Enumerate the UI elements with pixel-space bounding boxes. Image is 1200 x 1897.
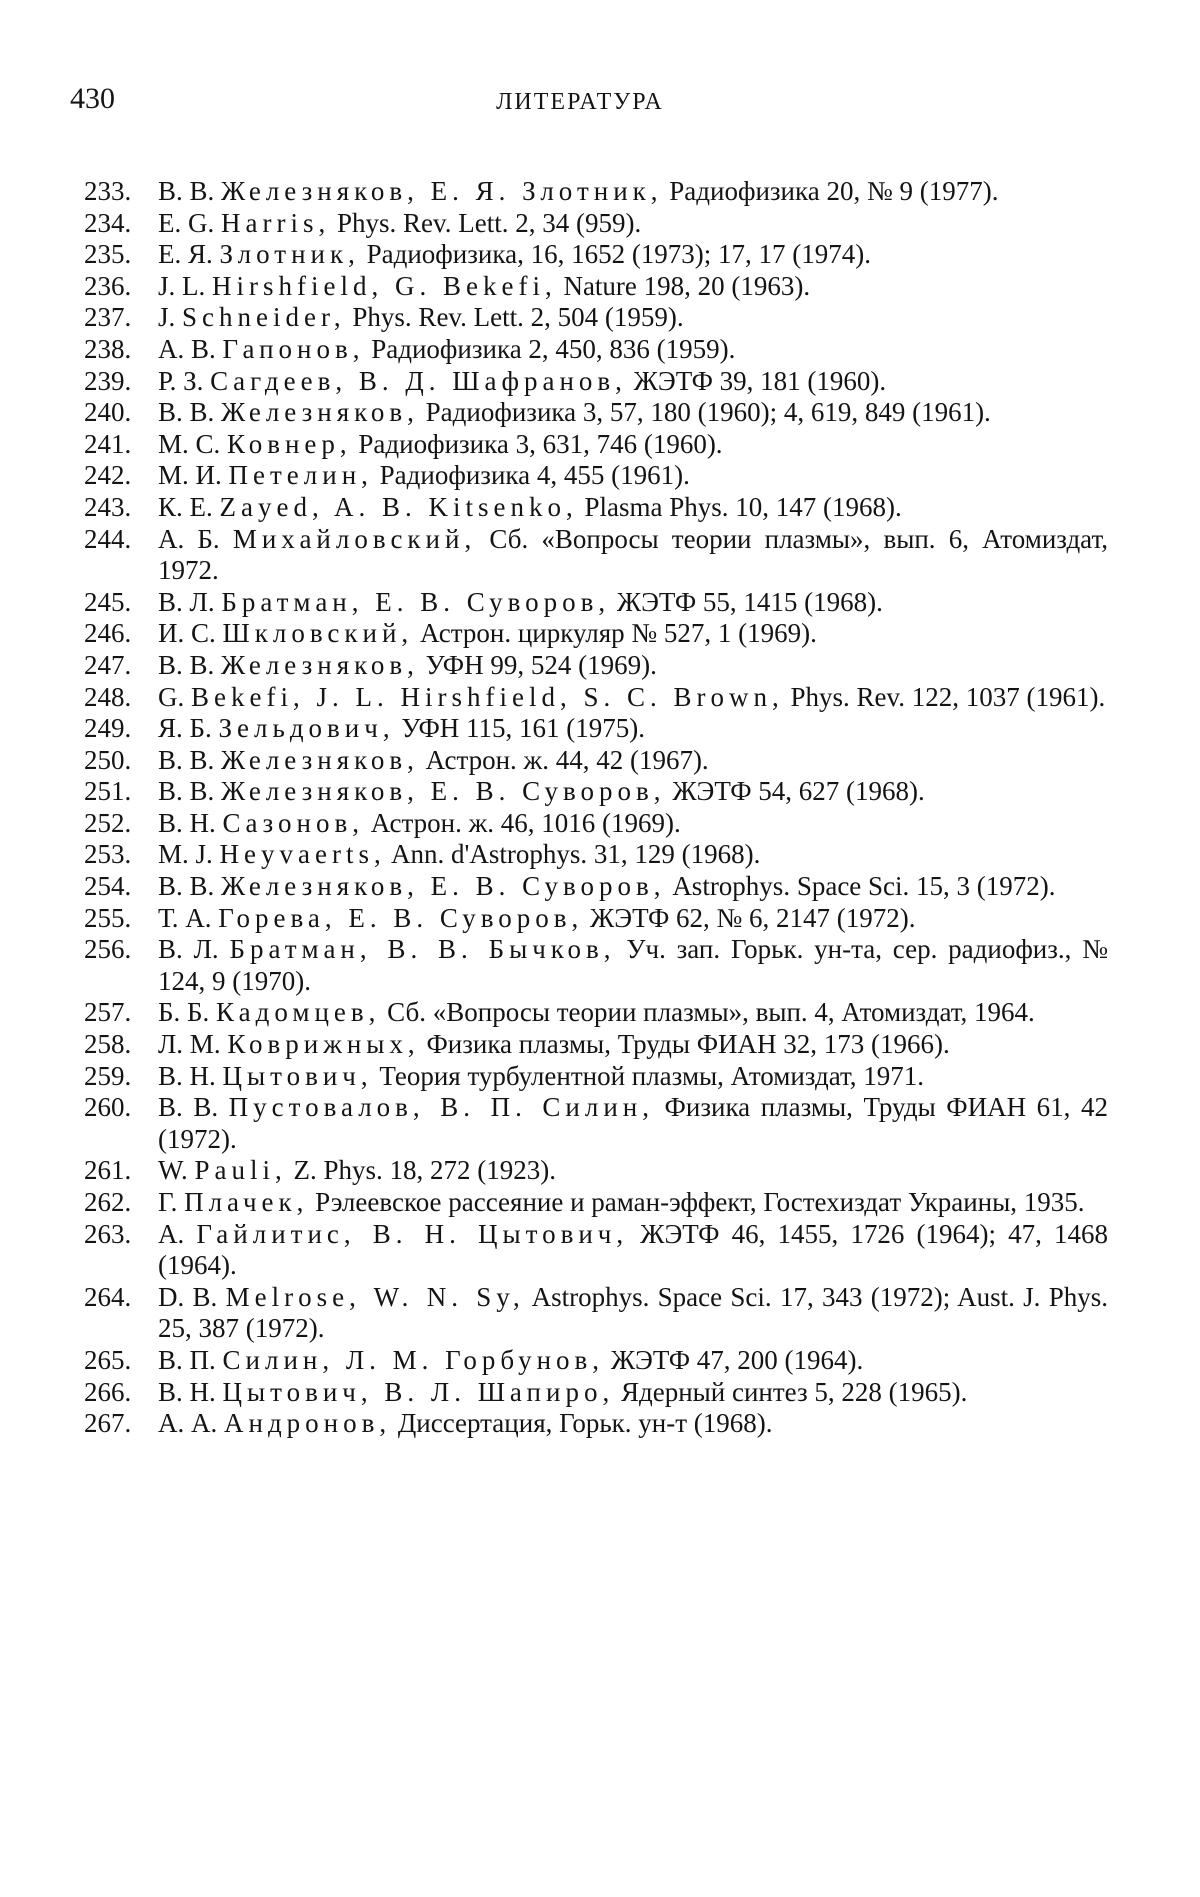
reference-source: Радиофизика 3, 57, 180 (1960); 4, 619, 849 (1961).: [418, 397, 991, 428]
reference-source: Astrophys. Space Sci. 17, 343 (1972); Aust. J. Phys. 25, 387 (1972).: [158, 1281, 1108, 1344]
reference-item: [84, 1377, 1108, 1409]
reference-item: [84, 1282, 1108, 1345]
reference-number: 243.: [84, 491, 132, 522]
reference-initials: В. Н.: [158, 1060, 216, 1091]
reference-number: 245.: [84, 586, 132, 617]
reference-authors: Михайловский,: [232, 523, 477, 554]
reference-authors: Злотник,: [219, 239, 360, 270]
reference-number: 265.: [84, 1344, 132, 1375]
reference-item: [84, 808, 1108, 840]
reference-source: Радиофизика 20, № 9 (1977).: [662, 176, 999, 206]
reference-item: [84, 934, 1108, 997]
reference-source: ЖЭТФ 47, 200 (1964).: [604, 1344, 864, 1375]
reference-authors: Горева, Е. В. Суворов,: [218, 902, 584, 933]
reference-item: [84, 460, 1108, 492]
reference-item: [84, 839, 1108, 871]
reference-item: [84, 302, 1108, 334]
reference-source: УФН 99, 524 (1969).: [418, 649, 657, 680]
reference-item: [84, 208, 1108, 240]
reference-authors: Братман, Е. В. Суворов,: [221, 586, 611, 617]
reference-authors: Коврижных,: [227, 1029, 420, 1060]
reference-number: 258.: [84, 1029, 132, 1060]
reference-item: [84, 239, 1108, 271]
reference-number: 240.: [84, 397, 132, 428]
reference-source: Уч. зап. Горьк. ун-та, сер. радиофиз., № 124, 9 (1970).: [158, 934, 1108, 996]
reference-initials: А. Б.: [158, 523, 220, 554]
reference-number: 254.: [84, 871, 132, 902]
reference-number: 251.: [84, 776, 132, 807]
reference-authors: Сазонов,: [222, 807, 364, 838]
reference-source: Радиофизика 4, 455 (1961).: [372, 460, 690, 491]
reference-authors: Плачек,: [184, 1187, 309, 1217]
reference-number: 253.: [84, 839, 132, 870]
reference-item: [84, 682, 1108, 714]
reference-item: [84, 618, 1108, 650]
reference-initials: В. Л.: [158, 586, 215, 617]
reference-number: 260.: [84, 1092, 132, 1123]
reference-list: [84, 176, 1108, 1440]
reference-number: 262.: [84, 1187, 132, 1217]
reference-item: [84, 776, 1108, 808]
reference-authors: Melrose, W. N. Sy,: [225, 1281, 525, 1312]
reference-authors: Гапонов,: [222, 333, 365, 364]
reference-source: ЖЭТФ 39, 181 (1960).: [626, 365, 887, 396]
reference-source: Теория турбулентной плазмы, Атомиздат, 1971.: [372, 1060, 925, 1091]
reference-authors: Heyvaerts,: [219, 839, 386, 870]
reference-initials: В. В.: [158, 397, 215, 428]
reference-source: ЖЭТФ 62, № 6, 2147 (1972).: [583, 902, 916, 933]
reference-number: 261.: [84, 1155, 132, 1186]
reference-initials: В. Л.: [158, 934, 219, 965]
reference-number: 235.: [84, 239, 132, 270]
reference-authors: Железняков,: [221, 649, 419, 680]
reference-item: [84, 713, 1108, 745]
reference-source: Сб. «Вопросы теории плазмы», вып. 4, Атомиздат, 1964.: [380, 997, 1035, 1028]
reference-initials: G.: [158, 681, 185, 712]
reference-initials: Г.: [158, 1187, 178, 1217]
reference-authors: Железняков, Е. В. Суворов,: [221, 776, 666, 807]
reference-initials: В. Н.: [158, 1376, 216, 1407]
reference-initials: И. С.: [158, 618, 216, 649]
reference-number: 250.: [84, 744, 132, 775]
reference-source: Plasma Phys. 10, 147 (1968).: [577, 491, 902, 522]
reference-source: Физика плазмы, Труды ФИАН 32, 173 (1966).: [419, 1029, 950, 1060]
reference-authors: Цытович, В. Л. Шапиро,: [222, 1376, 615, 1407]
reference-initials: А.: [158, 1218, 185, 1249]
reference-number: 259.: [84, 1060, 132, 1091]
reference-source: Физика плазмы, Труды ФИАН 61, 42 (1972).: [158, 1092, 1109, 1154]
reference-number: 244.: [84, 523, 132, 554]
reference-number: 252.: [84, 807, 132, 838]
reference-authors: Железняков,: [221, 397, 419, 428]
reference-number: 255.: [84, 902, 132, 933]
reference-authors: Братман, В. В. Бычков,: [229, 934, 616, 965]
reference-item: [84, 366, 1108, 398]
reference-item: [84, 1345, 1108, 1377]
reference-initials: В. Н.: [158, 807, 216, 838]
reference-authors: Pauli,: [194, 1155, 287, 1186]
reference-item: [84, 271, 1108, 303]
reference-source: Диссертация, Горьк. ун-т (1968).: [391, 1408, 773, 1439]
reference-source: Радиофизика 2, 450, 836 (1959).: [364, 333, 736, 364]
reference-number: 263.: [84, 1218, 132, 1249]
reference-initials: А. В.: [158, 333, 216, 364]
reference-initials: А. А.: [158, 1408, 218, 1439]
reference-source: Phys. Rev. 122, 1037 (1961).: [783, 681, 1106, 712]
reference-item: [84, 397, 1108, 429]
reference-initials: В. В.: [158, 776, 215, 807]
reference-initials: В. П.: [158, 1344, 216, 1375]
reference-number: 246.: [84, 618, 132, 649]
reference-initials: Л. М.: [158, 1029, 221, 1060]
reference-authors: Zayed, A. B. Kitsenko,: [219, 491, 578, 522]
reference-source: Радиофизика, 16, 1652 (1973); 17, 17 (1974).: [359, 239, 872, 270]
reference-number: 257.: [84, 997, 132, 1028]
reference-initials: В. В.: [158, 744, 215, 775]
reference-initials: М. И.: [158, 460, 222, 491]
reference-source: Астрон. ж. 46, 1016 (1969).: [363, 807, 681, 838]
reference-source: УФН 115, 161 (1975).: [394, 713, 646, 744]
reference-authors: Андронов,: [224, 1408, 392, 1439]
reference-initials: Е. Я.: [158, 239, 213, 270]
reference-authors: Schneider,: [182, 302, 346, 333]
reference-source: Phys. Rev. Lett. 2, 504 (1959).: [345, 302, 684, 333]
reference-initials: D. B.: [158, 1281, 218, 1312]
reference-number: 234.: [84, 207, 132, 238]
reference-source: ЖЭТФ 55, 1415 (1968).: [610, 586, 883, 617]
reference-authors: Цытович,: [222, 1060, 373, 1091]
reference-number: 236.: [84, 270, 132, 301]
reference-number: 248.: [84, 681, 132, 712]
reference-initials: M. J.: [158, 839, 213, 870]
reference-authors: Harris,: [221, 207, 331, 238]
reference-authors: Ковнер,: [227, 428, 352, 459]
reference-number: 249.: [84, 713, 132, 744]
reference-number: 238.: [84, 333, 132, 364]
reference-authors: Шкловский,: [222, 618, 414, 649]
reference-initials: В. В.: [158, 649, 215, 680]
reference-source: Nature 198, 20 (1963).: [556, 270, 811, 301]
reference-number: 233.: [84, 176, 132, 206]
reference-source: Сб. «Вопросы теории плазмы», вып. 6, Атомиздат, 1972.: [158, 523, 1108, 586]
reference-item: [84, 1092, 1108, 1155]
reference-number: 266.: [84, 1376, 132, 1407]
reference-item: [84, 650, 1108, 682]
reference-number: 241.: [84, 428, 132, 459]
reference-item: [84, 176, 1108, 208]
reference-initials: W.: [158, 1155, 188, 1186]
reference-number: 256.: [84, 934, 132, 965]
reference-number: 239.: [84, 365, 132, 396]
reference-source: Астрон. ж. 44, 42 (1967).: [418, 744, 709, 775]
reference-authors: Сагдеев, В. Д. Шафранов,: [210, 365, 627, 396]
reference-initials: J.: [158, 302, 176, 333]
reference-number: 247.: [84, 649, 132, 680]
reference-item: [84, 871, 1108, 903]
reference-source: Рэлеевское рассеяние и раман-эффект, Гостехиздат Украины, 1935.: [308, 1187, 1085, 1217]
reference-authors: Пустовалов, В. П. Силин,: [228, 1092, 654, 1123]
reference-initials: Т. А.: [158, 902, 212, 933]
reference-source: Phys. Rev. Lett. 2, 34 (959).: [330, 207, 642, 238]
page-number: 430: [70, 82, 115, 115]
reference-item: [84, 492, 1108, 524]
reference-number: 242.: [84, 460, 132, 491]
reference-initials: Б. Б.: [158, 997, 210, 1028]
reference-source: Z. Phys. 18, 272 (1923).: [286, 1155, 557, 1186]
reference-initials: К. Е.: [158, 491, 213, 522]
reference-item: [84, 524, 1108, 587]
running-title: ЛИТЕРАТУРА: [496, 89, 664, 115]
reference-authors: Зельдович,: [218, 713, 395, 744]
reference-item: [84, 429, 1108, 461]
reference-source: ЖЭТФ 46, 1455, 1726 (1964); 47, 1468 (1964).: [158, 1218, 1108, 1281]
reference-source: Ann. d'Astrophys. 31, 129 (1968).: [385, 839, 761, 870]
reference-item: [84, 997, 1108, 1029]
reference-authors: Железняков, Е. В. Суворов,: [221, 871, 666, 902]
reference-source: Astrophys. Space Sci. 15, 3 (1972).: [665, 871, 1056, 902]
reference-initials: В. В.: [158, 176, 215, 206]
reference-initials: В. В.: [158, 871, 215, 902]
reference-initials: М. С.: [158, 428, 221, 459]
reference-item: [84, 334, 1108, 366]
reference-item: [84, 1187, 1108, 1219]
reference-item: [84, 745, 1108, 777]
reference-source: Астрон. циркуляр № 527, 1 (1969).: [413, 618, 817, 649]
reference-authors: Кадомцев,: [216, 997, 381, 1028]
reference-item: [84, 1155, 1108, 1187]
reference-item: [84, 903, 1108, 935]
reference-number: 264.: [84, 1281, 132, 1312]
reference-authors: Гайлитис, В. Н. Цытович,: [196, 1218, 629, 1249]
reference-number: 237.: [84, 302, 132, 333]
reference-item: [84, 1408, 1108, 1440]
reference-item: [84, 1061, 1108, 1093]
reference-source: Радиофизика 3, 631, 746 (1960).: [351, 428, 723, 459]
reference-source: ЖЭТФ 54, 627 (1968).: [665, 776, 925, 807]
reference-authors: Железняков,: [221, 744, 419, 775]
reference-item: [84, 587, 1108, 619]
reference-authors: Силин, Л. М. Горбунов,: [222, 1344, 605, 1375]
reference-initials: Р. З.: [158, 365, 204, 396]
reference-item: [84, 1029, 1108, 1061]
reference-initials: Я. Б.: [158, 713, 212, 744]
reference-source: Ядерный синтез 5, 228 (1965).: [614, 1376, 968, 1407]
reference-authors: Bekefi, J. L. Hirshfield, S. C. Brown,: [191, 681, 784, 712]
reference-number: 267.: [84, 1408, 132, 1439]
reference-authors: Hirshfield, G. Bekefi,: [212, 270, 557, 301]
reference-authors: Петелин,: [228, 460, 373, 491]
reference-authors: Железняков, Е. Я. Злотник,: [221, 176, 663, 206]
reference-initials: E. G.: [158, 207, 215, 238]
reference-item: [84, 1219, 1108, 1282]
reference-initials: В. В.: [158, 1092, 219, 1123]
reference-initials: J. L.: [158, 270, 206, 301]
